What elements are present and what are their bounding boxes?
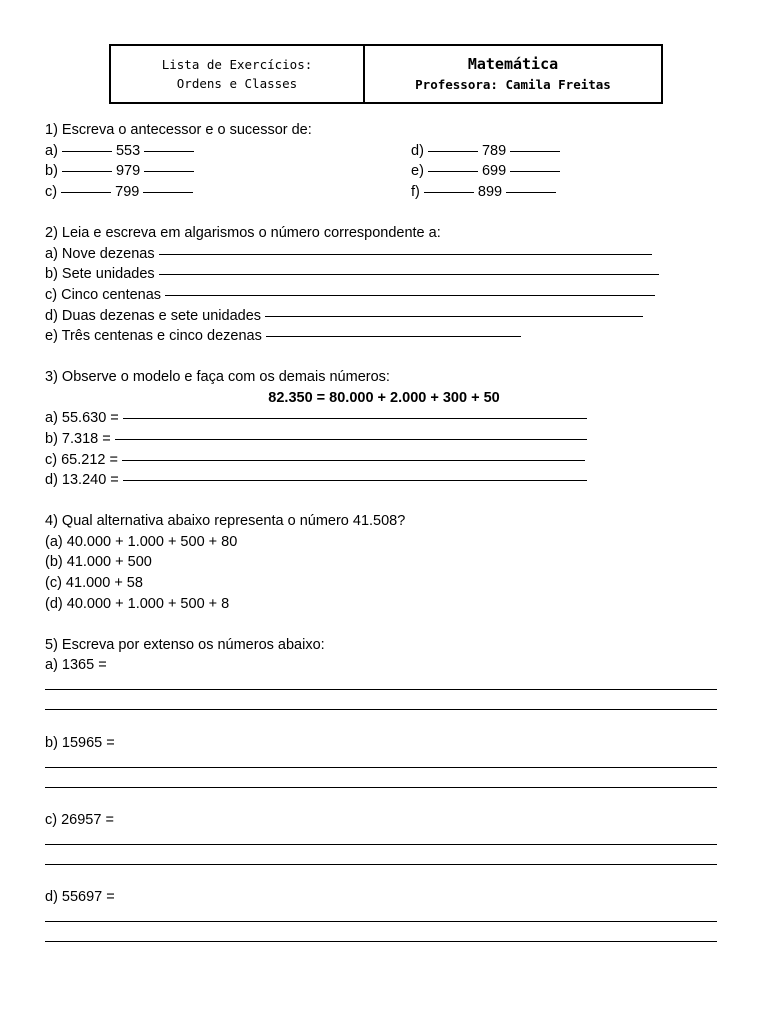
q5-title: 5) Escreva por extenso os números abaixo: xyxy=(45,637,325,653)
q1-item-a xyxy=(45,142,194,160)
header-list-title: Lista de Exercícios: xyxy=(161,57,313,72)
answer-blank[interactable] xyxy=(506,191,556,193)
q4-title: 4) Qual alternativa abaixo representa o número 41.508? xyxy=(45,513,406,529)
q3-item-text: b) 7.318 = xyxy=(45,431,111,447)
answer-blank[interactable] xyxy=(510,150,560,152)
answer-blank[interactable] xyxy=(115,438,587,440)
writing-line[interactable] xyxy=(45,689,717,690)
q2-title: 2) Leia e escreva em algarismos o número correspondente a: xyxy=(45,225,441,241)
q1-item-number: 553 xyxy=(115,143,141,159)
worksheet-header xyxy=(109,44,663,104)
q1-item-number: 799 xyxy=(115,184,140,200)
q1-item-f xyxy=(411,183,556,201)
answer-blank[interactable] xyxy=(122,459,585,461)
writing-line[interactable] xyxy=(45,844,717,845)
q2-item-text: b) Sete unidades xyxy=(45,266,155,282)
answer-blank[interactable] xyxy=(165,294,655,296)
q4-option-c[interactable]: (c) 41.000 + 58 xyxy=(45,575,143,591)
q3-model: 82.350 = 80.000 + 2.000 + 300 + 50 xyxy=(268,390,500,406)
q1-item-c xyxy=(45,183,193,201)
answer-blank[interactable] xyxy=(123,417,587,419)
answer-blank[interactable] xyxy=(424,191,474,193)
header-subject-cell xyxy=(365,46,661,102)
q2-item-text: e) Três centenas e cinco dezenas xyxy=(45,328,262,344)
q1-item-e xyxy=(411,162,560,180)
q3-item-b xyxy=(45,430,587,448)
header-topic: Ordens e Classes xyxy=(176,76,298,91)
q2-item-text: d) Duas dezenas e sete unidades xyxy=(45,308,262,324)
q1-item-b xyxy=(45,162,194,180)
q1-item-label: a) xyxy=(45,143,58,159)
q1-title: 1) Escreva o antecessor e o sucessor de: xyxy=(45,122,312,138)
q1-item-number: 979 xyxy=(115,163,141,179)
q2-item-a xyxy=(45,245,652,263)
q1-item-label: e) xyxy=(411,163,424,179)
answer-blank[interactable] xyxy=(143,191,193,193)
q4-option-a[interactable]: (a) 40.000 + 1.000 + 500 + 80 xyxy=(45,534,238,550)
writing-line[interactable] xyxy=(45,787,717,788)
q4-option-b[interactable]: (b) 41.000 + 500 xyxy=(45,554,152,570)
q2-item-e xyxy=(45,327,521,345)
q5-item-a: a) 1365 = xyxy=(45,657,107,673)
q5-item-b: b) 15965 = xyxy=(45,735,115,751)
writing-line[interactable] xyxy=(45,921,717,922)
answer-blank[interactable] xyxy=(159,273,659,275)
q3-item-text: d) 13.240 = xyxy=(45,472,119,488)
q5-item-c: c) 26957 = xyxy=(45,812,114,828)
q1-item-number: 789 xyxy=(481,143,507,159)
q2-item-b xyxy=(45,265,659,283)
q3-item-text: c) 65.212 = xyxy=(45,452,118,468)
answer-blank[interactable] xyxy=(428,150,478,152)
answer-blank[interactable] xyxy=(62,150,112,152)
answer-blank[interactable] xyxy=(144,170,194,172)
q1-item-label: b) xyxy=(45,163,58,179)
answer-blank[interactable] xyxy=(123,479,587,481)
answer-blank[interactable] xyxy=(510,170,560,172)
q5-item-d: d) 55697 = xyxy=(45,889,115,905)
q1-item-number: 899 xyxy=(477,184,503,200)
q1-item-label: c) xyxy=(45,184,58,200)
q2-item-text: a) Nove dezenas xyxy=(45,246,155,262)
answer-blank[interactable] xyxy=(428,170,478,172)
q1-item-label: d) xyxy=(411,143,424,159)
header-teacher: Professora: Camila Freitas xyxy=(415,77,611,92)
header-topic-cell xyxy=(111,46,365,102)
header-subject: Matemática xyxy=(467,55,559,73)
writing-line[interactable] xyxy=(45,941,717,942)
writing-line[interactable] xyxy=(45,709,717,710)
writing-line[interactable] xyxy=(45,767,717,768)
q4-option-d[interactable]: (d) 40.000 + 1.000 + 500 + 8 xyxy=(45,596,230,612)
answer-blank[interactable] xyxy=(61,191,111,193)
writing-line[interactable] xyxy=(45,864,717,865)
q2-item-c xyxy=(45,286,655,304)
q3-item-text: a) 55.630 = xyxy=(45,410,119,426)
q3-item-c xyxy=(45,451,585,469)
answer-blank[interactable] xyxy=(265,315,643,317)
answer-blank[interactable] xyxy=(144,150,194,152)
q2-item-text: c) Cinco centenas xyxy=(45,287,162,303)
answer-blank[interactable] xyxy=(266,335,521,337)
q3-item-d xyxy=(45,471,587,489)
answer-blank[interactable] xyxy=(159,253,652,255)
q1-item-number: 699 xyxy=(481,163,507,179)
q2-item-d xyxy=(45,307,643,325)
q1-item-d xyxy=(411,142,560,160)
q3-title: 3) Observe o modelo e faça com os demais números: xyxy=(45,369,390,385)
q3-item-a xyxy=(45,409,587,427)
answer-blank[interactable] xyxy=(62,170,112,172)
q1-item-label: f) xyxy=(411,184,420,200)
